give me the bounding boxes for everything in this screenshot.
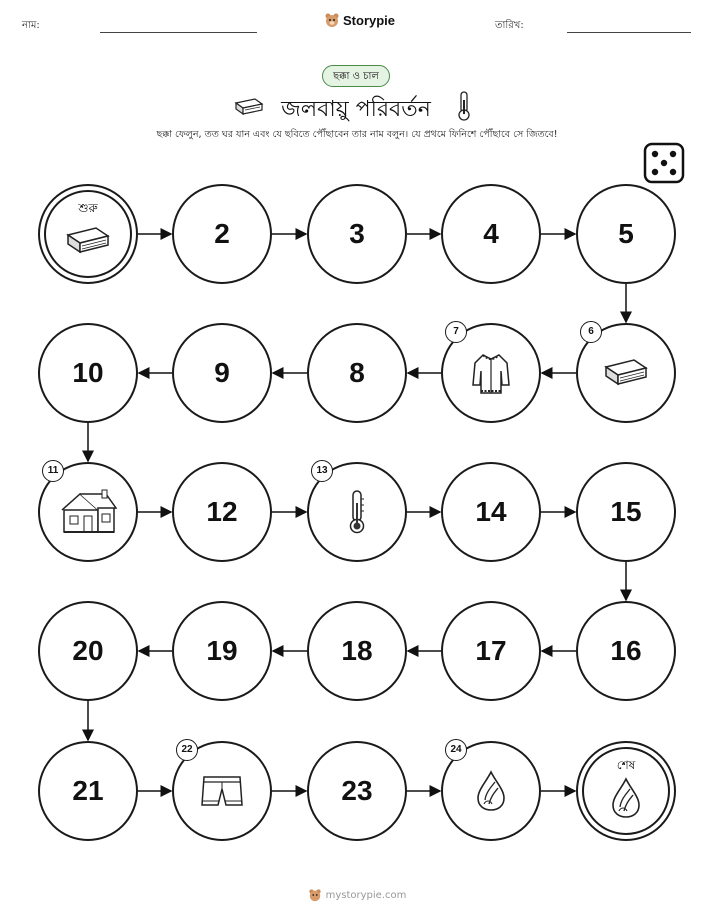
book-icon [602,356,650,390]
thermometer-icon [346,489,368,535]
footer [0,888,714,905]
winter-coat-icon [471,351,511,395]
start-label: শুরু [78,201,98,215]
house-icon [56,488,120,536]
cell-number-badge: 11 [42,460,64,482]
board-cell-16 [576,601,676,701]
cell-number: 15 [610,496,642,527]
name-label: নাম: [22,20,40,31]
book-icon [64,224,112,258]
end-label: শেষ [616,758,636,772]
cell-number-badge: 22 [176,739,198,761]
cell-number: 8 [349,357,365,388]
cell-number-badge: 13 [311,460,333,482]
board-cell-21 [38,741,138,841]
water-drop-icon [611,777,641,819]
cell-number: 16 [610,635,642,666]
cell-number: 4 [483,218,499,249]
cell-number-badge: 7 [445,321,467,343]
cell-number: 10 [72,357,104,388]
water-drop-icon [476,770,506,812]
cell-number: 23 [341,775,373,806]
board-cell-23 [307,741,407,841]
instructions: ছক্কা ফেলুন, তত ঘর যান এবং যে ছবিতে পৌঁছাবেন তার নাম বলুন। যে প্রথমে ফিনিশে পৌঁছাবে সে জিতবে! [156,129,558,140]
cell-number: 3 [349,218,365,249]
board-cell-14 [441,462,541,562]
cell-number-badge: 24 [445,739,467,761]
cell-number: 12 [206,496,238,527]
page-title: জলবায়ু পরিবর্তন [281,97,431,122]
cell-number: 19 [206,635,238,666]
board-cell-8 [307,323,407,423]
board-cell-15 [576,462,676,562]
board-cell-9 [172,323,272,423]
board-cell-5 [576,184,676,284]
cell-number: 9 [214,357,230,388]
board-cell-25 [576,741,676,841]
cell-number: 21 [72,775,104,806]
cell-number-badge: 6 [580,321,602,343]
board-cell-12 [172,462,272,562]
board-cell-10 [38,323,138,423]
cell-number: 14 [475,496,507,527]
board-cell-2 [172,184,272,284]
bear-icon [308,888,322,902]
cell-number: 5 [618,218,634,249]
board-cell-1 [38,184,138,284]
board-cell-17 [441,601,541,701]
footer-url[interactable]: mystorypie.com [325,889,407,901]
board-cell-18 [307,601,407,701]
date-label: তারিখ: [495,20,524,31]
shorts-icon [200,773,244,809]
brand-name: Storypie [343,12,396,28]
cell-number: 18 [341,635,373,666]
board-cell-20 [38,601,138,701]
activity-tag: ছক্কা ও চাল [322,65,390,87]
cell-number: 20 [72,635,104,666]
board-cell-19 [172,601,272,701]
board-cell-3 [307,184,407,284]
board-cell-4 [441,184,541,284]
cell-number: 17 [475,635,507,666]
cell-number: 2 [214,218,230,249]
